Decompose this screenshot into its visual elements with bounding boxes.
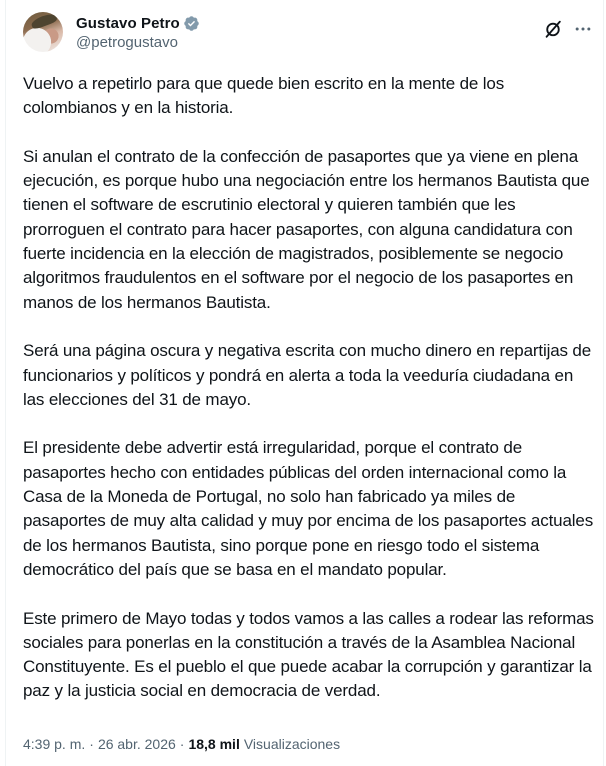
tweet-time[interactable]: 4:39 p. m.: [23, 736, 86, 752]
views-count[interactable]: 18,8 mil: [188, 736, 240, 752]
tweet-paragraph: Si anulan el contrato de la confección de pasaportes que ya viene en plena ejecución, es porque hubo una negociación entre los hermanos Bautista que tienen el software de escrutinio electoral y quieren también que les prorroguen el contrato para hacer pasaportes, con alguna candidatura con fuerte incidencia en la elección de magistrados, posiblemente se negocio algoritmos fraudulentos en el software por el negocio de los pasaportes en manos de los hermanos Bautista.: [23, 146, 590, 312]
tweet-paragraph: Será una página oscura y negativa escrita con mucho dinero en repartijas de funcionarios y políticos y pondrá en alerta a toda la veeduría ciudadana en las elecciones del 31 de mayo.: [23, 341, 592, 409]
meta-separator: ·: [179, 736, 185, 752]
verified-badge-icon: [183, 15, 200, 32]
avatar[interactable]: [23, 12, 63, 52]
meta-separator: ·: [89, 736, 94, 752]
tweet-meta: [23, 736, 340, 752]
tweet-text: [23, 72, 598, 704]
grok-icon[interactable]: [542, 18, 564, 40]
more-horizontal-icon[interactable]: [573, 19, 593, 39]
author-handle[interactable]: @petrogustavo: [76, 34, 178, 51]
display-name-row: [76, 13, 200, 33]
views-label: Visualizaciones: [243, 736, 341, 752]
tweet-paragraph: Este primero de Mayo todas y todos vamos a las calles a rodear las reformas sociales para ponerlas en la constitución a través de la Asamblea Nacional Constituyente. Es el pueblo el que puede acabar la corrupción y garantizar la paz y la justicia social en democracia de verdad.: [23, 608, 594, 701]
tweet-header: [6, 0, 603, 64]
tweet-paragraph: El presidente debe advertir está irregularidad, porque el contrato de pasaportes hecho con entidades públicas del orden internacional como la Casa de la Moneda de Portugal, no solo han fabricado ya miles de pasaportes de muy alta calidad y muy por encima de los pasaportes actuales de los hermanos Bautista, sino porque pone en riesgo todo el sistema democrático del país que se basa en el mandato popular.: [23, 438, 594, 579]
display-name[interactable]: Gustavo Petro: [76, 14, 180, 32]
tweet-paragraph: Vuelvo a repetirlo para que quede bien escrito en la mente de los colombianos y en la historia.: [23, 74, 505, 118]
tweet-container: [5, 0, 604, 766]
author-info: [76, 13, 200, 51]
tweet-date[interactable]: 26 abr. 2026: [97, 736, 176, 752]
